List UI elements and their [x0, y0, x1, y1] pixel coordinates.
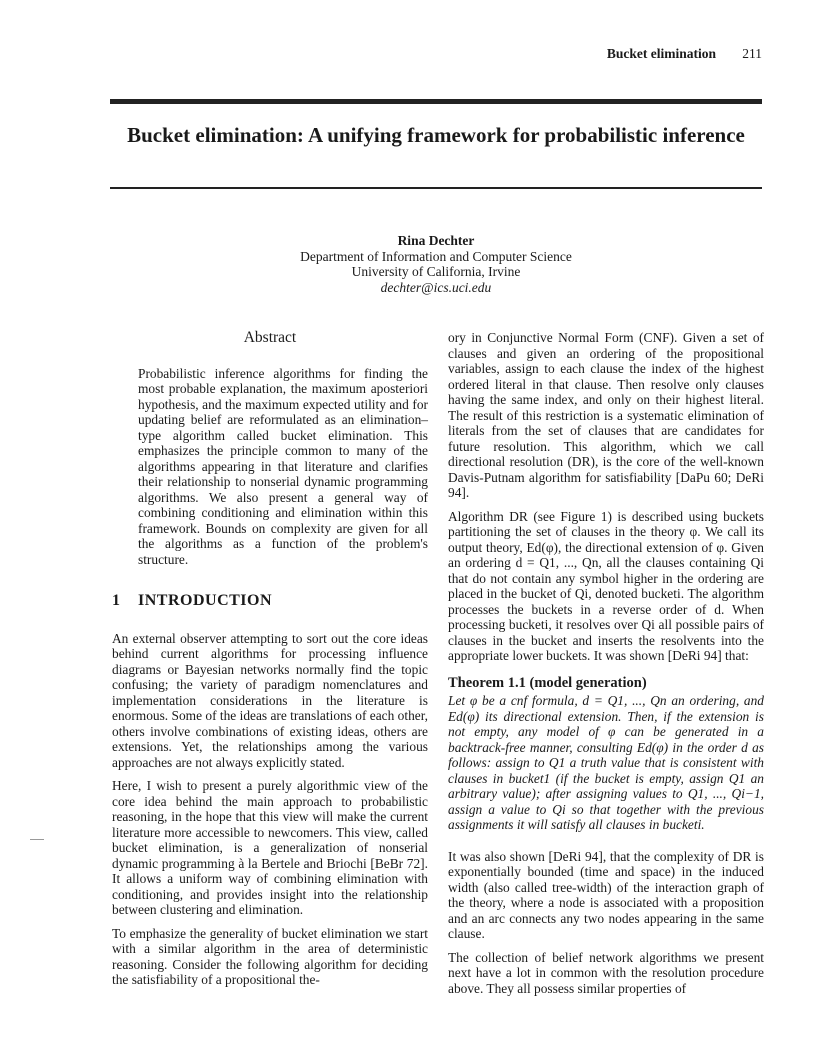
running-title: Bucket elimination: [606, 46, 716, 61]
right-paragraph-3: It was also shown [DeRi 94], that the complexity of DR is exponentially bounded (time and space) in the induced width (also called tree-width) of the interaction graph of the theory, where a node is associated with a proposition and an arc connects any two nodes appearing in the same clause.: [448, 848, 764, 941]
right-paragraph-4: The collection of belief network algorithms we present next have a lot in common with the resolution procedure above. They all possess similar properties of: [448, 949, 764, 996]
running-header: [110, 46, 762, 64]
author-block: [110, 233, 762, 295]
section-number: 1: [112, 592, 121, 609]
author-affiliation-univ: University of California, Irvine: [351, 264, 521, 279]
right-column: [448, 330, 764, 1004]
theorem-text: Let φ be a cnf formula, d = Q1, ..., Qn an ordering, and Ed(φ) its directional extension. Then, if the extension is not empty, any model of φ can be generated in a backtrack-free manner, consulting Ed(φ) in the order d as follows: assign to Q1 a truth value that is consistent with clauses in bucket1 (if the bucket is empty, assign Q1 an arbitrary value); after assigning values to Q1, ..., Qi−1, assign a value to Qi so that together with the previous assignments it will satisfy all clauses in bucketi.: [448, 693, 764, 832]
author-name: Rina Dechter: [397, 233, 475, 248]
left-column: [112, 330, 428, 996]
theorem-heading: Theorem 1.1 (model generation): [448, 674, 647, 691]
author-email: dechter@ics.uci.edu: [380, 279, 492, 295]
section-heading: [112, 593, 428, 609]
right-paragraph-2: Algorithm DR (see Figure 1) is described using buckets partitioning the set of clauses in the theory φ. We call its output theory, Ed(φ), the directional extension of φ. Given an ordering d = Q1, ..., Qn, all the clauses containing Qi that do not contain any symbol higher in the ordering are placed in the bucket of Qi, denoted bucketi. The algorithm processes the buckets in a reverse order of d. When processing bucketi, it resolves over Qi all possible pairs of clauses in the bucket and inserts the resolvents into the appropriate lower buckets. It was shown [DeRi 94] that:: [448, 508, 764, 663]
title-rule-top: [110, 99, 762, 104]
page-number: 211: [742, 46, 762, 61]
paper-title: Bucket elimination: A unifying framework for probabilistic inference: [127, 123, 745, 147]
abstract-text: Probabilistic inference algorithms for finding the most probable explanation, the maximum aposteriori hypothesis, and the maximum expected utility and for updating belief are reformulated as an elimination–type algorithm called bucket elimination. This emphasizes the principle common to many of the algorithms appearing in that literature and clarifies their relationship to nonserial dynamic programming algorithms. We also present a general way of combining conditioning and elimination within this framework. Bounds on complexity are given for all the algorithms as a function of the problem's structure.: [138, 365, 428, 567]
abstract-heading: Abstract: [243, 329, 297, 346]
author-affiliation-dept: Department of Information and Computer Science: [300, 248, 572, 264]
intro-paragraph-1: An external observer attempting to sort out the core ideas behind current algorithms for processing influence diagrams or Bayesian networks normally find the topic confusing; the variety of paradigm nomenclatures and implementation considerations in the literature is enormous. Some of the ideas are translations of each other, others involve combinations of existing ideas, others are extensions. Yet, the relationships among the various approaches are not always explicitly stated.: [112, 630, 428, 770]
intro-paragraph-2: Here, I wish to present a purely algorithmic view of the core idea behind the main approach to probabilistic reasoning, in the hope that this view will make the current literature more accessible to newcomers. This view, called bucket elimination, is a generalization of nonserial dynamic programming à la Bertele and Briochi [BeBr 72]. It allows a uniform way of combining elimination with conditioning, and provides insight into the relationship between clustering and elimination.: [112, 778, 428, 917]
title-rule-bottom: [110, 187, 762, 189]
section-title: INTRODUCTION: [138, 592, 273, 609]
intro-paragraph-3: To emphasize the generality of bucket elimination we start with a similar algorithm in the area of deterministic reasoning. Consider the following algorithm for deciding the satisfiability of a propositional the-: [112, 925, 428, 987]
margin-mark: [30, 839, 44, 840]
right-paragraph-1: ory in Conjunctive Normal Form (CNF). Given a set of clauses and given an ordering of the propositional variables, assign to each clause the index of the highest ordered literal in that clause. Then resolve only clauses having the same index, and only on their highest literal. The result of this restriction is a systematic elimination of literals from the set of clauses that are candidates for future resolution. This algorithm, which we call directional resolution (DR), is the core of the well-known Davis-Putnam algorithm for satisfiability [DaPu 60; DeRi 94].: [448, 330, 764, 500]
